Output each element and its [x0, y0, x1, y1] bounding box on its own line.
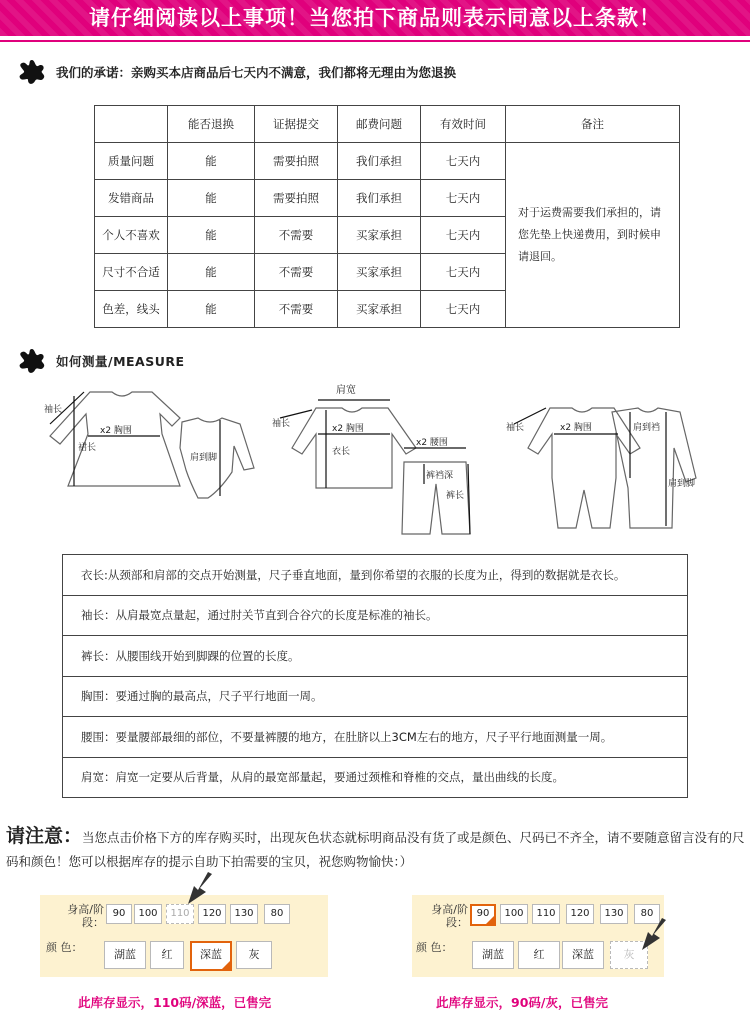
crotch-depth-label: 裤裆深: [426, 471, 454, 481]
color-option-dark-blue[interactable]: 深蓝: [562, 941, 604, 969]
table-row: [63, 717, 688, 758]
stock-caption-right: 此库存显示，90码/灰，已售完: [436, 995, 608, 1010]
notice-text: 当您点击价格下方的库存购买时，出现灰色状态就标明商品没有货了或是颜色、尺码已不齐全，请不要随意留言没有的尺码和颜色！您可以根据库存的提示自助下拍需要的宝贝，祝您购物愉快：）: [6, 830, 745, 869]
measure-heading-text: 如何测量/MEASURE: [56, 354, 185, 369]
table-cell: 我们承担: [338, 180, 421, 217]
color-option-gray[interactable]: 灰: [236, 941, 272, 969]
notice-lead: 请注意：: [6, 825, 83, 847]
skirt-length-label: 裙长: [78, 443, 97, 453]
dress-measure-diagram: [40, 378, 260, 508]
check-corner-icon: [222, 961, 230, 969]
size-option-90[interactable]: 90: [106, 904, 132, 924]
size-option-80[interactable]: 80: [264, 904, 290, 924]
size-option-120[interactable]: 120: [566, 904, 594, 924]
definition-cell: 腰围：要量腰部最细的部位，不要量裤腰的地方，在肚脐以上3CM左右的地方，尺子平行地面测量一周。: [63, 717, 688, 758]
definition-cell: 裤长：从腰围线开始到脚踝的位置的长度。: [63, 636, 688, 677]
stock-picker-example-right: [412, 895, 664, 977]
table-cell: 色差，线头: [95, 291, 168, 328]
size-option-110[interactable]: 110: [166, 904, 194, 924]
table-cell: 七天内: [421, 143, 506, 180]
table-cell: 能: [168, 180, 255, 217]
table-cell: 七天内: [421, 180, 506, 217]
size-row-label: 身高/阶段：: [431, 903, 468, 929]
size-option-100[interactable]: 100: [134, 904, 162, 924]
size-option-120[interactable]: 120: [198, 904, 226, 924]
chest-label: x2 胸围: [332, 424, 364, 434]
table-cell: 尺寸不合适: [95, 254, 168, 291]
table-row: [63, 757, 688, 798]
top-banner: [0, 0, 750, 40]
pants-length-label: 裤长: [446, 491, 465, 501]
measure-heading: [16, 347, 185, 375]
measure-definitions-table: [62, 554, 688, 798]
color-option-red[interactable]: 红: [518, 941, 560, 969]
table-cell: 能: [168, 143, 255, 180]
sleeve-label: 袖长: [44, 405, 63, 415]
color-option-red[interactable]: 红: [150, 941, 184, 969]
size-option-80[interactable]: 80: [634, 904, 660, 924]
size-option-90[interactable]: [470, 904, 496, 926]
color-option-label: 深蓝: [200, 948, 222, 961]
romper-measure-diagram: [500, 378, 700, 538]
size-option-label: 90: [476, 908, 490, 919]
table-header-cell: [95, 106, 168, 143]
shoulder-width-label: 肩宽: [336, 385, 356, 396]
table-row: [95, 143, 680, 180]
definition-cell: 胸围：要通过胸的最高点，尺子平行地面一周。: [63, 676, 688, 717]
table-cell: 需要拍照: [255, 180, 338, 217]
sleeve-label: 袖长: [272, 419, 291, 429]
size-option-110[interactable]: 110: [532, 904, 560, 924]
promise-heading-text: 我们的承诺：亲购买本店商品后七天内不满意，我们都将无理由为您退换: [56, 65, 457, 80]
table-cell: 七天内: [421, 217, 506, 254]
table-cell: 能: [168, 291, 255, 328]
table-cell: 发错商品: [95, 180, 168, 217]
table-cell: 能: [168, 254, 255, 291]
stock-caption-left: 此库存显示，110码/深蓝，已售完: [78, 995, 272, 1010]
table-row: [63, 595, 688, 636]
table-cell: 七天内: [421, 254, 506, 291]
shoulder-to-foot-label: 肩到脚: [668, 479, 696, 489]
color-row-label: 颜 色：: [46, 941, 83, 954]
stock-picker-example-left: [40, 895, 328, 977]
shoulder-to-crotch-label: 肩到裆: [633, 423, 661, 433]
paint-splat-icon: [16, 347, 48, 375]
table-cell: 七天内: [421, 291, 506, 328]
chest-label: x2 胸围: [560, 423, 592, 433]
banner-text: 请仔细阅读以上事项！当您拍下商品则表示同意以上条款！: [89, 6, 661, 30]
definition-cell: 袖长：从肩最宽点量起，通过肘关节直到合谷穴的长度是标准的袖长。: [63, 595, 688, 636]
table-header-cell: 证据提交: [255, 106, 338, 143]
stock-notice: [6, 824, 746, 874]
check-corner-icon: [486, 916, 494, 924]
size-option-100[interactable]: 100: [500, 904, 528, 924]
table-header-cell: 邮费问题: [338, 106, 421, 143]
pointer-arrow-icon: [186, 872, 216, 906]
chest-label: x2 胸围: [100, 426, 132, 436]
table-cell: 不需要: [255, 217, 338, 254]
definition-cell: 衣长:从颈部和肩部的交点开始测量，尺子垂直地面，量到你希望的衣服的长度为止，得到的数据就是衣长。: [63, 555, 688, 596]
table-cell: 买家承担: [338, 254, 421, 291]
table-header-cell: 有效时间: [421, 106, 506, 143]
table-cell: 能: [168, 217, 255, 254]
sleeve-label: 袖长: [506, 423, 525, 433]
size-row-label: 身高/阶段：: [67, 903, 104, 929]
table-cell: 买家承担: [338, 291, 421, 328]
pointer-arrow-icon: [640, 918, 670, 952]
color-row-label: 颜 色：: [416, 941, 453, 954]
table-cell: 不需要: [255, 291, 338, 328]
table-cell: 我们承担: [338, 143, 421, 180]
size-option-130[interactable]: 130: [230, 904, 258, 924]
table-cell: 买家承担: [338, 217, 421, 254]
body-length-label: 衣长: [332, 447, 351, 457]
table-header-cell: 能否退换: [168, 106, 255, 143]
color-option-lake-blue[interactable]: 湖蓝: [472, 941, 514, 969]
table-header-row: [95, 106, 680, 143]
table-note-cell: 对于运费需要我们承担的，请您先垫上快递费用，到时候申请退回。: [506, 143, 680, 328]
table-cell: 需要拍照: [255, 143, 338, 180]
table-cell: 个人不喜欢: [95, 217, 168, 254]
definition-cell: 肩宽：肩宽一定要从后背量，从肩的最宽部量起，要通过颈椎和脊椎的交点，量出曲线的长度。: [63, 757, 688, 798]
return-policy-table: [94, 105, 680, 328]
table-cell: 不需要: [255, 254, 338, 291]
color-option-lake-blue[interactable]: 湖蓝: [104, 941, 146, 969]
table-header-cell: 备注: [506, 106, 680, 143]
size-option-130[interactable]: 130: [600, 904, 628, 924]
shoulder-to-foot-label: 肩到脚: [190, 453, 218, 463]
waist-label: x2 腰围: [416, 438, 448, 448]
table-row: [63, 636, 688, 677]
color-option-gray[interactable]: 灰: [610, 941, 648, 969]
promise-heading: [16, 58, 456, 86]
table-cell: 质量问题: [95, 143, 168, 180]
suit-measure-diagram: [266, 378, 486, 538]
color-option-dark-blue[interactable]: [190, 941, 232, 971]
table-row: [63, 676, 688, 717]
table-row: [63, 555, 688, 596]
paint-splat-icon: [16, 58, 48, 86]
